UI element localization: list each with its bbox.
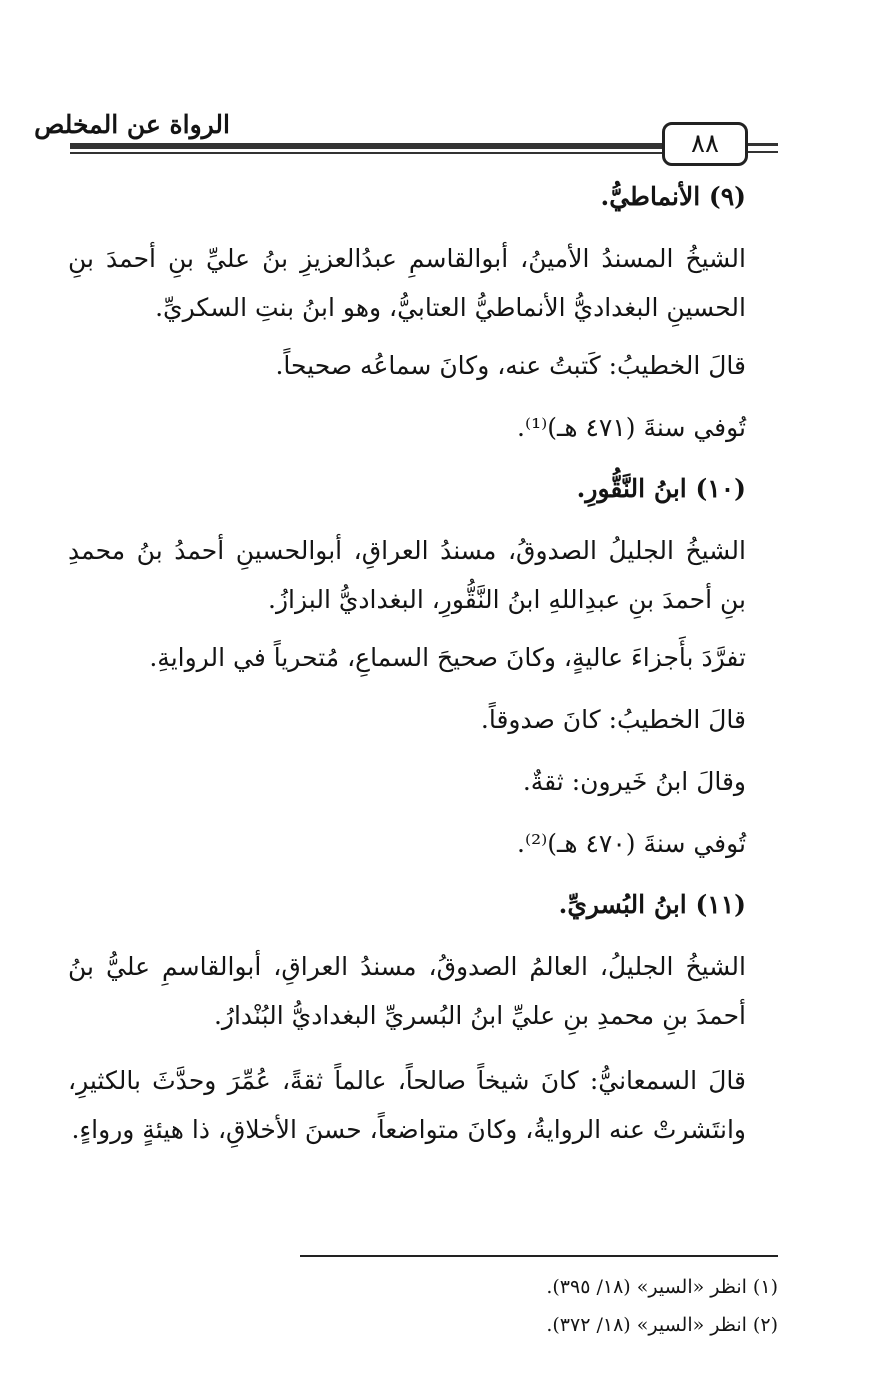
footnote: (٢) انظر «السير» (١٨/ ٣٧٢).	[546, 1314, 778, 1336]
page-number: ٨٨	[662, 122, 748, 166]
text-line: تفرَّدَ بأَجزاءَ عاليةٍ، وكانَ صحيحَ السماعِ، مُتحرياً في الروايةِ.	[149, 643, 746, 672]
section-heading: (١٠) ابنُ النَّقُّورِ.	[576, 474, 746, 503]
footnotes	[300, 1255, 778, 1341]
text-line: تُوفي سنةَ (٤٧٠ هـ)⁽²⁾.	[517, 829, 746, 858]
biography-paragraph: الشيخُ المسندُ الأمينُ، أبوالقاسمِ عبدُالعزيزِ بنُ عليِّ بنِ أحمدَ بنِ الحسينِ البغداديُّ الأنماطيُّ العتابيُّ، وهو ابنُ بنتِ السكريِّ.	[68, 244, 746, 322]
header-rule-thick	[70, 143, 670, 149]
biography-paragraph: الشيخُ الجليلُ، العالمُ الصدوقُ، مسندُ العراقِ، أبوالقاسمِ عليُّ بنُ أحمدَ بنِ محمدِ بنِ عليِّ ابنُ البُسريِّ البغداديُّ البُنْدارُ.	[68, 952, 746, 1030]
section-heading: (٩) الأنماطيُّ.	[600, 182, 746, 211]
page-header	[0, 0, 885, 175]
text-line: تُوفي سنةَ (٤٧١ هـ)⁽¹⁾.	[517, 413, 746, 442]
section-heading: (١١) ابنُ البُسريِّ.	[558, 890, 746, 919]
header-rule-thin	[70, 152, 670, 154]
text-line: قالَ الخطيبُ: كَتبتُ عنه، وكانَ سماعُه صحيحاً.	[275, 351, 746, 380]
header-rule-right-thin	[748, 151, 778, 153]
quote-paragraph: قالَ السمعانيُّ: كانَ شيخاً صالحاً، عالماً ثقةً، عُمِّرَ وحدَّثَ بالكثيرِ، وانتَشرتْ عنه الروايةُ، وكانَ متواضعاً، حسنَ الأخلاقِ، ذا هيئةٍ ورواءٍ.	[68, 1066, 746, 1144]
running-title: الرواة عن المخلص	[34, 110, 230, 139]
footnote: (١) انظر «السير» (١٨/ ٣٩٥).	[546, 1276, 778, 1298]
main-text	[68, 180, 780, 1170]
text-line: وقالَ ابنُ خَيرون: ثقةٌ.	[522, 767, 746, 796]
biography-paragraph: الشيخُ الجليلُ الصدوقُ، مسندُ العراقِ، أبوالحسينِ أحمدُ بنُ محمدِ بنِ أحمدَ بنِ عبدِاللهِ ابنُ النَّقُّورِ، البغداديُّ البزازُ.	[68, 536, 746, 614]
text-line: قالَ الخطيبُ: كانَ صدوقاً.	[480, 705, 746, 734]
header-rule-right	[748, 143, 778, 146]
